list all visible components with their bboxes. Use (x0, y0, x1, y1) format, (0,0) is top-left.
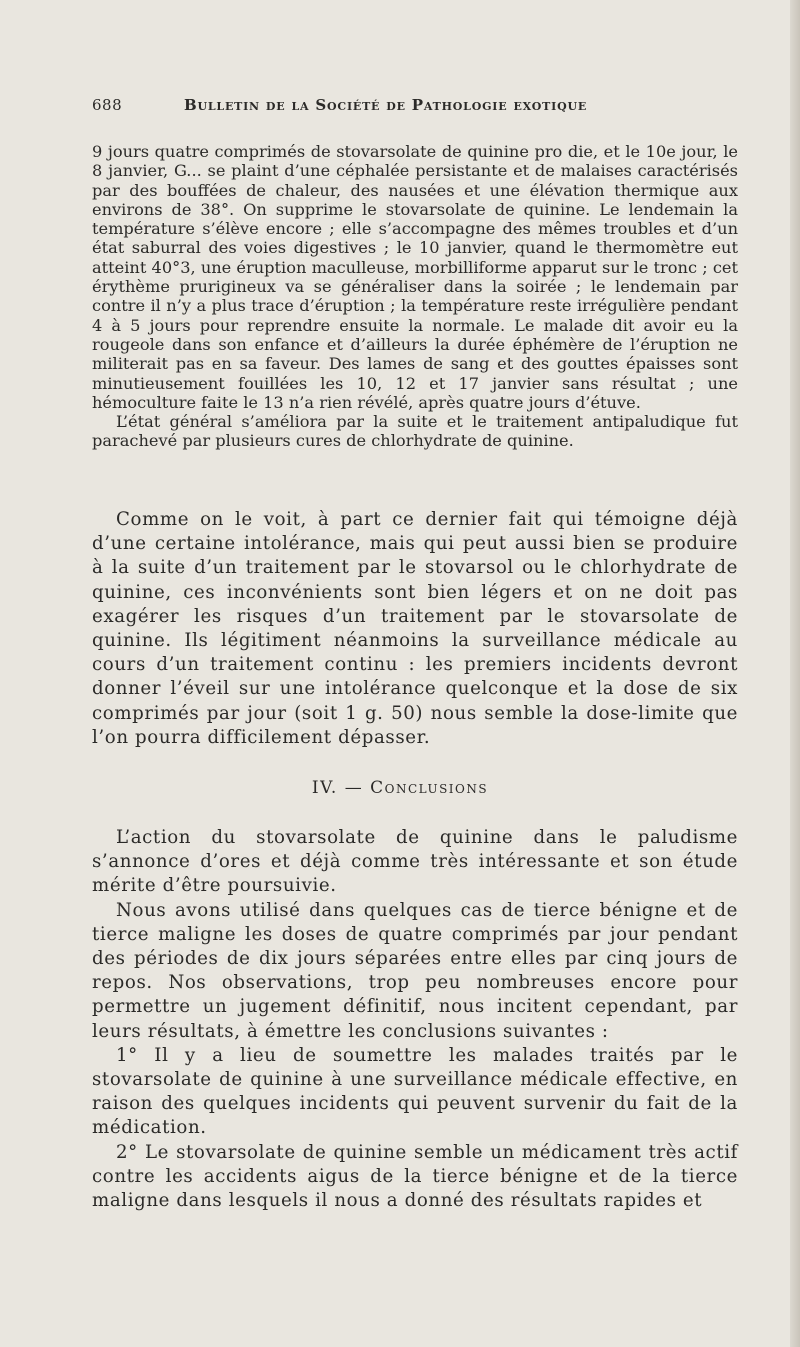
conclusion-paragraph: Nous avons utilisé dans quelques cas de tierce bénigne et de tierce maligne les doses de quatre comprimés par jour pendant des périodes de dix jours séparées entre elles par cinq jours de repos. Nos observations, trop peu nombreuses encore pour permettre un jugement définitif, nous incitent cependant, par leurs résultats, à émettre les conclusions suivantes : (92, 899, 738, 1042)
conclusion-item-2: 2° Le stovarsolate de quinine semble un médicament très actif contre les accidents aigus de la tierce bénigne et de la tierce maligne dans lesquels il nous a donné des résultats rapides et (92, 1141, 738, 1212)
journal-title: Bulletin de la Société de Pathologie exotique (184, 96, 588, 114)
discussion-paragraph: Comme on le voit, à part ce dernier fait qui témoigne déjà d’une certaine intolérance, mais qui peut aussi bien se produire à la suite d’un traitement par le stovarsol ou le chlorhydrate de quinine, ces inconvénients sont bien légers et on ne doit pas exagérer les risques d’un traitement par le stovarsolate de quinine. Ils légitiment néanmoins la surveillance médicale au cours d’un traitement continu : les premiers incidents devront donner l’éveil sur une intolérance quelconque et la dose de six comprimés par jour (soit 1 g. 50) nous semble la dose-limite que l’on pourra difficilement dépasser. (92, 509, 738, 748)
section-heading: IV. — Conclusions (311, 778, 489, 798)
observation-paragraph: L’état général s’améliora par la suite et le traitement antipaludique fut parachevé par plusieurs cures de chlorhydrate de quinine. (92, 412, 738, 451)
conclusion-paragraph: L’action du stovarsolate de quinine dans le paludisme s’annonce d’ores et déjà comme très intéressante et son étude mérite d’être poursuivie. (92, 827, 738, 897)
discussion-block (92, 508, 738, 750)
running-header (92, 96, 742, 118)
page-number: 688 (92, 96, 123, 114)
page-edge (790, 0, 800, 1347)
observation-paragraph: 9 jours quatre comprimés de stovarsolate de quinine pro die, et le 10e jour, le 8 janvier, G... se plaint d’une céphalée persistante et de malaises caractérisés par des bouffées de chaleur, des nausées et une élévation thermique aux environs de 38°. On supprime le stovarsolate de quinine. Le lendemain la température s’élève encore ; elle s’accompagne des mêmes troubles et d’un état saburral des voies digestives ; le 10 janvier, quand le thermomètre eut atteint 40°3, une éruption maculleuse, morbilliforme apparut sur le tronc ; cet érythème prurigineux va se généraliser dans la soirée ; le lendemain par contre il n’y a plus trace d’éruption ; la température reste irrégulière pendant 4 à 5 jours pour reprendre ensuite la normale. Le malade dit avoir eu la rougeole dans son enfance et d’ailleurs la durée éphémère de l’éruption ne militerait pas en sa faveur. Des lames de sang et des gouttes épaisses sont minutieusement fouillées les 10, 12 et 17 janvier sans résultat ; une hémoculture faite le 13 n’a rien révélé, après quatre jours d’étuve. (92, 142, 738, 412)
observation-block (92, 142, 738, 451)
conclusions-block (92, 826, 738, 1213)
conclusion-item-1: 1° Il y a lieu de soumettre les malades traités par le stovarsolate de quinine à une surveillance médicale effective, en raison des quelques incidents qui peuvent survenir du fait de la médication. (92, 1044, 738, 1139)
